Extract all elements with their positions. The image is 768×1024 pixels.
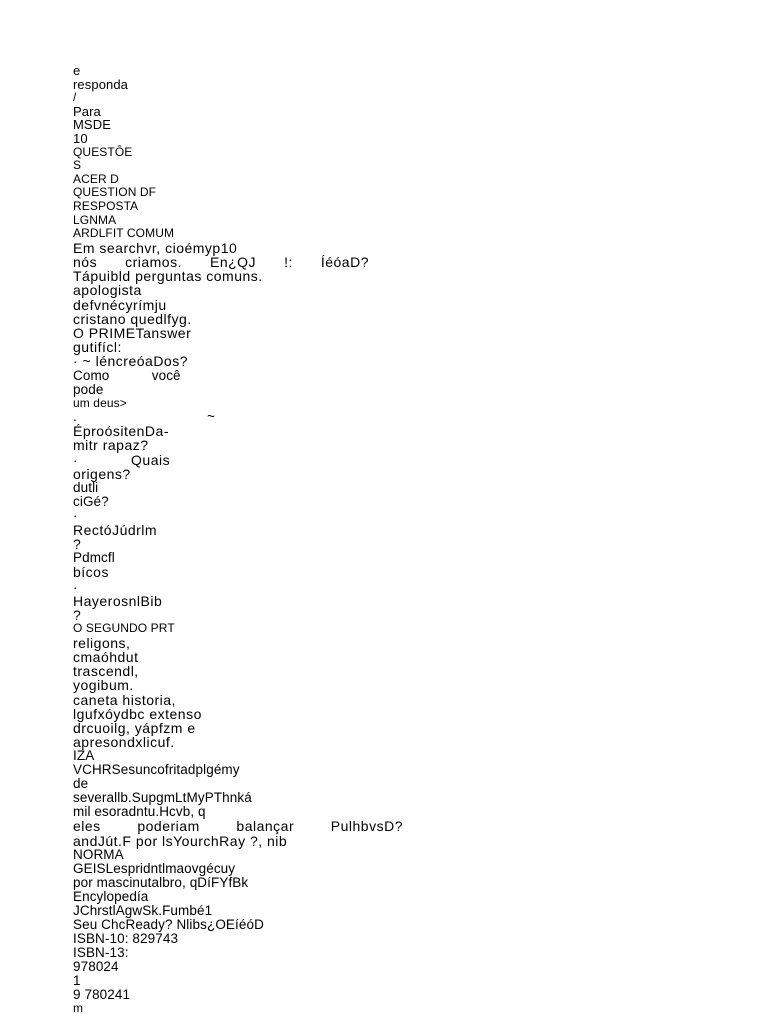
text-line: ISBN-10: 829743 <box>73 930 179 946</box>
text-line: Para <box>73 103 101 119</box>
text-line: um deus> <box>73 395 127 410</box>
text-line: LGNMA <box>73 212 117 227</box>
text-line: apologista <box>73 282 142 299</box>
text-line: VCHRSesuncofritadplgémy <box>73 762 240 778</box>
text-fragment: ÍéóaD? <box>320 253 369 270</box>
text-line: · ~ léncreóaDos? <box>73 353 189 370</box>
text-line: cmaóhdut <box>73 648 139 665</box>
text-line <box>73 410 215 424</box>
text-fragment: você <box>151 367 181 383</box>
text-line: 9 780241 <box>73 986 131 1002</box>
text-line: Tápuibld perguntas comuns. <box>73 268 263 285</box>
text-line: QUESTION DF <box>73 185 157 200</box>
text-fragment: !: <box>284 253 293 270</box>
text-line <box>73 255 369 269</box>
text-line: mil esoradntu.Hcvb, q <box>73 804 206 820</box>
text-column <box>73 64 673 1015</box>
text-line: IZA <box>73 748 95 764</box>
text-line: JChrstlAgwSk.Fumbé1 <box>73 902 213 918</box>
text-line: S <box>73 158 82 173</box>
text-line: / <box>73 90 77 105</box>
text-fragment: balançar <box>236 818 295 835</box>
text-line: 10 <box>73 130 88 146</box>
text-line: ISBN-13: <box>73 944 129 960</box>
text-line: dutli <box>73 479 99 495</box>
text-line: · <box>73 507 78 523</box>
text-line: drcuoilg, yápfzm e <box>73 719 196 736</box>
text-line: por mascinutalbro, qDíFYfBk <box>73 874 249 890</box>
text-fragment: Quais <box>131 451 171 468</box>
text-line: ciGé? <box>73 493 109 509</box>
text-line: O SEGUNDO PRT <box>73 621 175 636</box>
text-line: ? <box>73 606 82 623</box>
text-line: QUESTÔE <box>73 144 133 159</box>
text-line: bícos <box>73 564 109 581</box>
text-line: ÉproósitenDa- <box>73 423 169 440</box>
text-line: origens? <box>73 465 131 482</box>
text-line: Encylopedía <box>73 888 149 904</box>
text-line <box>73 819 403 833</box>
text-line: RectóJúdrlm <box>73 521 158 538</box>
text-line: GEISLespridntlmaovgécuy <box>73 860 236 876</box>
text-line: MSDE <box>73 117 111 133</box>
text-line: mitr rapaz? <box>73 437 149 454</box>
text-line: severallb.SupgmLtMyPThnká <box>73 790 252 806</box>
text-fragment: criamos. <box>125 253 182 270</box>
text-line: 978024 <box>73 958 119 974</box>
text-line: NORMA <box>73 846 124 862</box>
text-line: ACER D <box>73 171 119 186</box>
text-fragment: nós <box>73 253 98 270</box>
text-fragment: PulhbvsD? <box>330 818 403 835</box>
text-line <box>73 453 223 467</box>
text-fragment: · <box>73 451 79 468</box>
text-line: apresondxlicuf. <box>73 734 175 751</box>
text-line: ? <box>73 536 82 553</box>
text-line: responda <box>73 76 129 92</box>
text-line: religons, <box>73 634 131 651</box>
text-line <box>73 369 223 383</box>
text-line: lgufxóydbc extenso <box>73 705 202 722</box>
text-line: 1 <box>73 972 81 988</box>
text-line: cristano quedlfyg. <box>73 310 192 327</box>
text-line: e <box>73 63 81 78</box>
text-line: · <box>73 578 79 595</box>
text-line: Em searchvr, cioémyp10 <box>73 239 238 256</box>
text-line: Pdmcfl <box>73 550 115 566</box>
text-fragment: eles <box>73 818 101 835</box>
text-fragment: Como <box>73 367 110 383</box>
text-line: O PRIMETanswer <box>73 324 192 341</box>
text-line: HayerosnlBib <box>73 592 163 609</box>
text-line: trascendl, <box>73 663 139 680</box>
text-line: Seu ChcReady? Nlibs¿OEíéóD <box>73 916 264 932</box>
text-line: de <box>73 776 89 792</box>
text-fragment: En¿QJ <box>209 253 257 270</box>
text-line: yogibum. <box>73 677 134 694</box>
text-fragment: ~ <box>207 409 215 425</box>
text-line: gutifícl: <box>73 339 122 356</box>
text-line: defvnécyrímju <box>73 296 167 313</box>
text-line: caneta historia, <box>73 691 176 708</box>
text-line: pode <box>73 381 104 397</box>
text-fragment: . <box>73 409 77 425</box>
text-line: ARDLFIT COMUM <box>73 226 175 241</box>
text-fragment: poderiam <box>137 818 200 835</box>
text-line: m <box>73 1000 84 1015</box>
text-line: andJút.F por lsYourchRay ?, nib <box>73 832 288 849</box>
text-line: RESPOSTA <box>73 198 139 213</box>
